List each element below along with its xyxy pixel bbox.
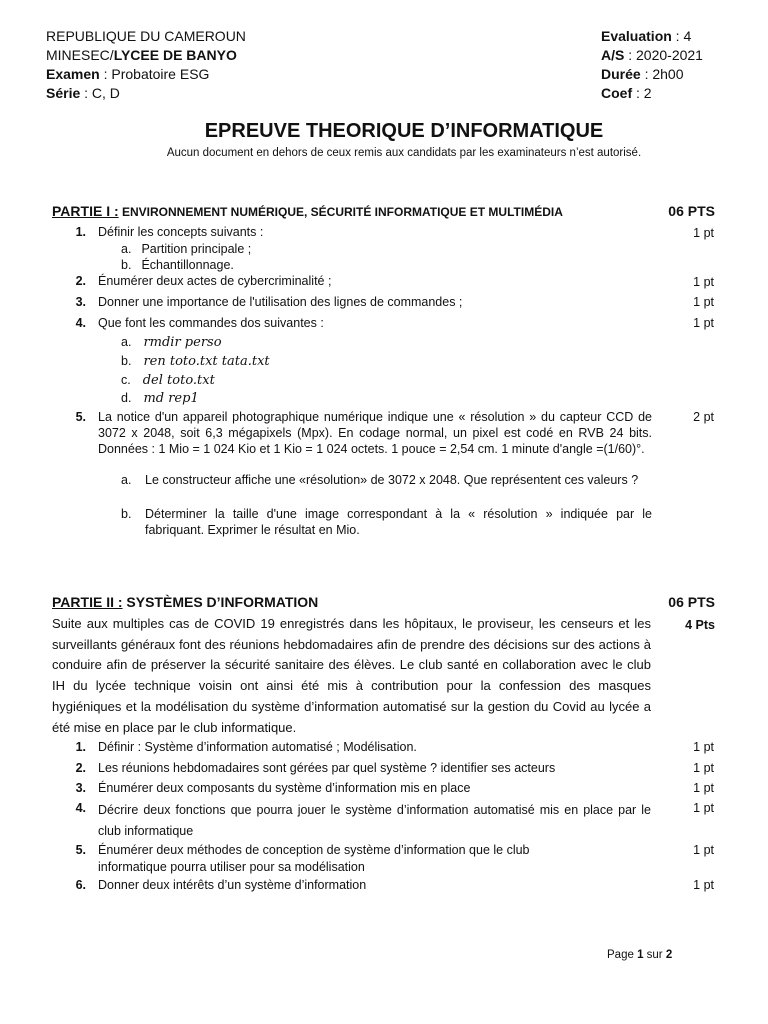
part2-label: PARTIE II :: [52, 594, 123, 610]
command-item: [121, 390, 199, 407]
part2-q1-points: 1 pt: [693, 740, 714, 754]
part2-intro: Suite aux multiples cas de COVID 19 enregistrés dans les hôpitaux, le proviseur, les censeurs et les surveillants généraux font des réunions hebdomadaires afin de prendre des décisions sur des actions à conduire afin de préserver la sécurité sanitaire des élèves. Le club santé en collaboration avec le club IH du lycée technique voisin ont ainsi été mis à contribution pour la confession des masques hygiéniques et la modélisation du système d’information automatisé sur la gestion du Covid au lycée a été mise en place par le club informatique.: [52, 616, 651, 735]
part1-title: ENVIRONNEMENT NUMÉRIQUE, SÉCURITÉ INFORMATIQUE ET MULTIMÉDIA: [118, 205, 563, 219]
header-year-label: A/S: [601, 47, 625, 63]
part2-title: SYSTÈMES D’INFORMATION: [122, 594, 319, 610]
question-number: 4.: [75, 801, 86, 815]
question-number: 6.: [75, 878, 86, 892]
page-total: 2: [665, 949, 673, 961]
command-text: ren toto.txt tata.txt: [143, 354, 270, 369]
part1-q4: [46, 315, 324, 331]
header-series-label: Série: [46, 85, 81, 101]
question-number: 5.: [75, 410, 86, 424]
item-letter: b.: [121, 354, 132, 368]
header-eval-value: : 4: [671, 28, 692, 44]
part2-q5-text: Énumérer deux méthodes de conception de système d’information que le club informatique pourra utiliser pour sa modélisation: [98, 843, 530, 874]
command-item: [121, 353, 270, 370]
command-item: [121, 334, 222, 351]
header-evaluation: [601, 27, 691, 46]
header-year: [601, 46, 703, 65]
item-letter: a.: [121, 335, 132, 349]
part1-points: 06 PTS: [668, 203, 715, 219]
part2-q5-points: 1 pt: [693, 843, 714, 857]
part1-q5-points: 2 pt: [693, 410, 714, 424]
part1-heading: [52, 203, 563, 219]
question-text: Définir les concepts suivants :: [98, 225, 264, 239]
part1-q3: [46, 294, 462, 310]
page-number: [607, 949, 672, 961]
part1-q1-b: [121, 257, 234, 273]
header-exam: [46, 65, 209, 84]
part1-q5-number: [46, 409, 86, 425]
question-number: 2.: [75, 761, 86, 775]
command-text: md rep1: [143, 391, 199, 406]
question-text: Définir : Système d’information automatisé ; Modélisation.: [98, 740, 417, 754]
part1-q2: [46, 273, 331, 289]
page-of: sur: [643, 949, 666, 961]
question-text: Les réunions hebdomadaires sont gérées par quel système ? identifier ses acteurs: [98, 761, 556, 775]
header-coef-value: : 2: [632, 85, 652, 101]
item-text: Échantillonnage.: [141, 258, 234, 272]
command-text: rmdir perso: [143, 335, 222, 350]
header-year-value: : 2020-2021: [624, 47, 703, 63]
question-number: 3.: [75, 295, 86, 309]
header-exam-value: : Probatoire ESG: [99, 66, 210, 82]
part2-q6: [46, 877, 366, 893]
part1-q3-points: 1 pt: [693, 295, 714, 309]
part2-heading: [52, 594, 318, 610]
header-exam-label: Examen: [46, 66, 100, 82]
part2-q2-points: 1 pt: [693, 761, 714, 775]
question-text: Donner une importance de l'utilisation des lignes de commandes ;: [98, 295, 463, 309]
header-series: [46, 84, 120, 103]
header-eval-label: Evaluation: [601, 28, 672, 44]
part1-q1-a: [121, 241, 251, 257]
header-coef: [601, 84, 652, 103]
part1-q5-text: La notice d'un appareil photographique numérique indique une « résolution » du capteur CCD de 3072 x 2048, soit 6,3 mégapixels (Mpx). En codage normal, un pixel est codé en RVB 24 bits. Données : 1 Mio = 1 024 Kio et 1 Kio = 1 024 octets. 1 pouce = 2,54 cm. 1 minute d'angle =(1/60)°.: [98, 410, 652, 456]
part2-q1: [46, 739, 417, 755]
header-school: [46, 46, 237, 65]
item-text: Partition principale ;: [141, 242, 252, 256]
command-item: [121, 372, 215, 389]
question-text: Énumérer deux actes de cybercriminalité ;: [98, 274, 332, 288]
question-number: 1.: [75, 740, 86, 754]
part1-label: PARTIE I :: [52, 203, 119, 219]
part1-q5-b-text: Déterminer la taille d'une image correspondant à la « résolution » indiquée par le fabriquant. Exprimer le résultat en Mio.: [145, 507, 652, 537]
part1-q4-points: 1 pt: [693, 316, 714, 330]
item-letter: a.: [121, 242, 132, 256]
question-number: 3.: [75, 781, 86, 795]
part2-q4-number: [46, 800, 86, 816]
header-ministry: MINESEC/: [46, 47, 114, 63]
part1-q5-b-letter: b.: [121, 507, 132, 521]
question-text: Énumérer deux composants du système d’information mis en place: [98, 781, 471, 795]
command-text: del toto.txt: [142, 373, 215, 388]
question-number: 4.: [75, 316, 86, 330]
page-label: Page: [607, 949, 638, 961]
page-title: EPREUVE THEORIQUE D’INFORMATIQUE: [204, 120, 604, 142]
part2-q4-text: Décrire deux fonctions que pourra jouer le système d’information automatisé mis en place par le club informatique: [98, 803, 651, 838]
part1-q5-a-letter: a.: [121, 473, 132, 487]
part1-q5-a-text: Le constructeur affiche une «résolution» de 3072 x 2048. Que représentent ces valeurs ?: [145, 473, 639, 487]
item-letter: d.: [121, 391, 132, 405]
question-number: 1.: [75, 225, 86, 239]
header-duration-label: Durée: [601, 66, 641, 82]
part1-q1-points: 1 pt: [693, 226, 714, 240]
part2-q5-number: [46, 842, 86, 858]
part2-points: 06 PTS: [668, 594, 715, 610]
page-subtitle: Aucun document en dehors de ceux remis aux candidats par les examinateurs n’est autorisé.: [166, 147, 642, 159]
question-text: Donner deux intérêts d’un système d’information: [98, 878, 367, 892]
part2-q3: [46, 780, 470, 796]
question-number: 2.: [75, 274, 86, 288]
part1-q1: [46, 224, 263, 240]
part2-q6-points: 1 pt: [693, 878, 714, 892]
header-school-name: LYCEE DE BANYO: [113, 47, 237, 63]
part2-q2: [46, 760, 555, 776]
header-country: REPUBLIQUE DU CAMEROUN: [46, 28, 246, 44]
header-coef-label: Coef: [601, 85, 633, 101]
header-duration: [601, 65, 684, 84]
question-number: 5.: [75, 843, 86, 857]
part2-q4-points: 1 pt: [693, 801, 714, 815]
page-current: 1: [637, 949, 644, 961]
header-series-value: : C, D: [80, 85, 120, 101]
item-letter: b.: [121, 258, 132, 272]
question-text: Que font les commandes dos suivantes :: [98, 316, 324, 330]
part2-q3-points: 1 pt: [693, 781, 714, 795]
part2-intro-points: 4 Pts: [685, 618, 715, 632]
part1-q2-points: 1 pt: [693, 275, 714, 289]
item-letter: c.: [121, 373, 131, 387]
header-duration-value: : 2h00: [640, 66, 684, 82]
